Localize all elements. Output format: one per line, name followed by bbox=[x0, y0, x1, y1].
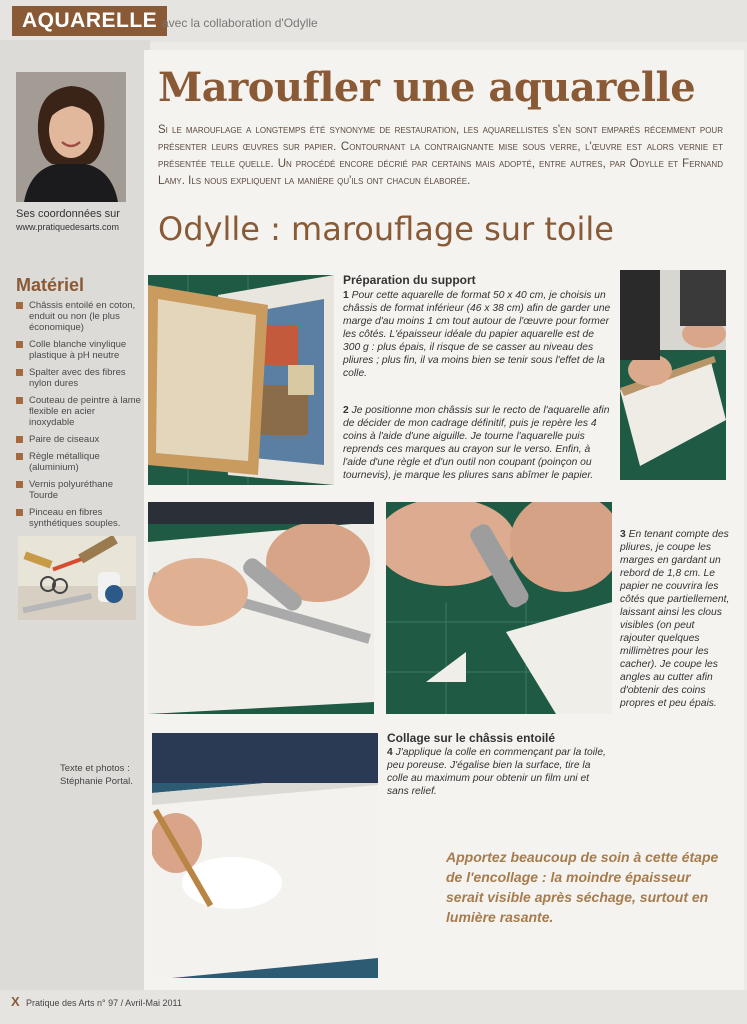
photo-marking-folds bbox=[620, 270, 726, 480]
bullet-icon bbox=[16, 509, 23, 516]
step-text: En tenant compte des pliures, je coupe les marges en gardant un rebord de 1,8 cm. Le papier ne couvrira les côtés que partiellement, laissant ainsi les clous visibles (on peut rajouter quelques millimètres pour les cacher). Je coupe les angles au cutter afin d'obtenir des coins propres et peu épais. bbox=[620, 529, 730, 709]
collaboration-note: avec la collaboration d'Odylle bbox=[162, 16, 318, 30]
bullet-icon bbox=[16, 453, 23, 460]
prep-heading: Préparation du support bbox=[343, 273, 476, 287]
article-title: Maroufler une aquarelle bbox=[158, 64, 696, 111]
section-tag: AQUARELLE bbox=[12, 6, 167, 36]
step-3 bbox=[620, 528, 730, 710]
photo-cutting-corners bbox=[386, 502, 612, 714]
step-2 bbox=[343, 404, 611, 482]
photo-credit bbox=[60, 762, 133, 788]
material-text: Colle blanche vinylique plastique à pH neutre bbox=[29, 339, 127, 361]
bullet-icon bbox=[16, 481, 23, 488]
step-number: 3 bbox=[620, 529, 626, 540]
step-number: 4 bbox=[387, 747, 393, 758]
step-number: 2 bbox=[343, 405, 349, 416]
material-text: Règle métallique (aluminium) bbox=[29, 451, 100, 473]
tools-photo bbox=[18, 536, 136, 620]
step-4 bbox=[387, 746, 609, 798]
bullet-icon bbox=[16, 369, 23, 376]
credit-line: Texte et photos : bbox=[60, 763, 130, 774]
bullet-icon bbox=[16, 341, 23, 348]
list-item bbox=[16, 434, 142, 445]
credit-line: Stéphanie Portal. bbox=[60, 776, 133, 787]
footer-mark: X bbox=[11, 994, 20, 1009]
step-1 bbox=[343, 289, 611, 380]
list-item bbox=[16, 507, 142, 529]
callout-quote: Apportez beaucoup de soin à cette étape de l'encollage : la moindre épaisseur serait visible après séchage, surtout en lumière rasante. bbox=[446, 849, 719, 925]
contact-url[interactable]: www.pratiquedesarts.com bbox=[16, 222, 120, 232]
materials-title: Matériel bbox=[16, 275, 85, 295]
bullet-icon bbox=[16, 302, 23, 309]
footer-text: Pratique des Arts n° 97 / Avril-Mai 2011 bbox=[26, 998, 182, 1008]
materials-list bbox=[16, 300, 142, 535]
list-item bbox=[16, 479, 142, 501]
list-item bbox=[16, 300, 142, 333]
material-text: Châssis entoilé en coton, enduit ou non (le plus économique) bbox=[29, 300, 136, 333]
material-text: Couteau de peintre à lame flexible en acier inoxydable bbox=[29, 395, 141, 428]
list-item bbox=[16, 339, 142, 361]
photo-chassis-watercolor bbox=[148, 275, 334, 485]
step-text: J'applique la colle en commençant par la toile, peu poreuse. J'égalise bien la surface, tire la colle au maximum pour obtenir un film uni et sans relief. bbox=[387, 747, 606, 797]
material-text: Vernis polyuréthane Tourde bbox=[29, 479, 113, 501]
author-portrait bbox=[16, 72, 126, 202]
list-item bbox=[16, 451, 142, 473]
material-text: Paire de ciseaux bbox=[29, 434, 100, 445]
material-text: Pinceau en fibres synthétiques souples. bbox=[29, 507, 121, 529]
step-text: Pour cette aquarelle de format 50 x 40 cm, je choisis un châssis de format inférieur (46 x 38 cm) afin de garder une marge d'au moins 1 cm tout autour de l'œuvre pour former les côtés. L'épaisseur idéale du papier aquarelle est de 300 g : plus épais, il risque de se casser au niveau des pliures ; plus fin, il va moins bien se tenir sous l'effet de la colle. bbox=[343, 290, 611, 379]
list-item bbox=[16, 395, 142, 428]
material-text: Spalter avec des fibres nylon dures bbox=[29, 367, 126, 389]
step-text: Je positionne mon châssis sur le recto de l'aquarelle afin de décider de mon cadrage définitif, puis je repère les 4 coins à l'aide d'une aiguille. Je tourne l'aquarelle puis reprends ces marques au crayon sur le verso. Enfin, à l'aide d'une règle et d'un outil non coupant (poinçon ou tournevis), je marque les pliures sans abîmer le papier. bbox=[343, 405, 610, 481]
step-number: 1 bbox=[343, 290, 349, 301]
photo-cutting-ruler bbox=[148, 502, 374, 714]
bullet-icon bbox=[16, 436, 23, 443]
article-intro: Si le marouflage a longtemps été synonyme de restauration, les aquarellistes s'en sont emparés récemment pour présenter leurs œuvres sur papier. Contournant la contraignante mise sous verre, l'œuvre est alors vernie et présentée telle quelle. Un procédé encore décrié par certains mais adopté, entre autres, par Odylle et Fernand Lamy. Ils nous expliquent la manière qu'ils ont chacun élaborée. bbox=[158, 124, 723, 187]
bullet-icon bbox=[16, 397, 23, 404]
article-subtitle: Odylle : marouflage sur toile bbox=[158, 210, 614, 248]
photo-gluing bbox=[152, 733, 378, 978]
contact-label: Ses coordonnées sur bbox=[16, 208, 120, 220]
list-item bbox=[16, 367, 142, 389]
collage-heading: Collage sur le châssis entoilé bbox=[387, 731, 556, 745]
